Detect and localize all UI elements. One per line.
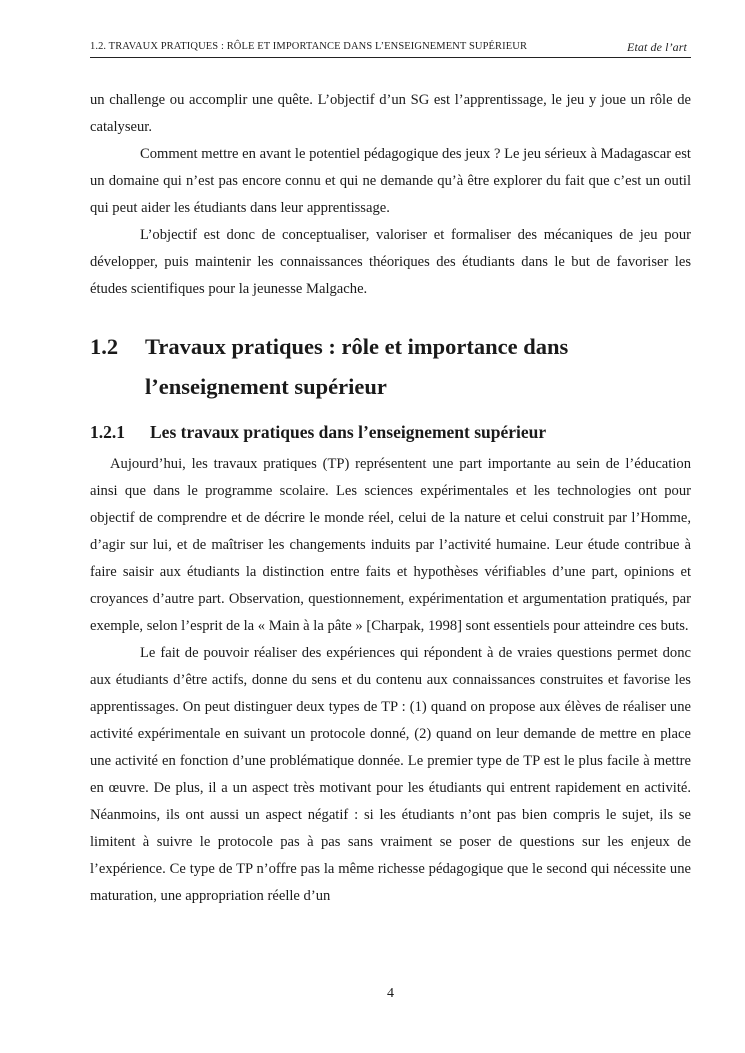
running-header bbox=[90, 39, 691, 58]
intro-paragraph-3: L’objectif est donc de conceptualiser, valoriser et formaliser des mécaniques de jeu pour développer, puis maintenir les connaissances théoriques des étudiants dans le but de favoriser les études scientifiques pour la jeunesse Malgache. bbox=[90, 227, 691, 297]
section-heading bbox=[90, 327, 691, 407]
subsection-heading bbox=[90, 419, 691, 445]
subsection-title: Les travaux pratiques dans l’enseignement supérieur bbox=[150, 422, 547, 442]
document-page bbox=[90, 0, 691, 1053]
body-paragraph-2: Le fait de pouvoir réaliser des expériences qui répondent à de vraies questions permet donc aux étudiants d’être actifs, donne du sens et du contenu aux connaissances construites et favorise les apprentissages. On peut distinguer deux types de TP : (1) quand on propose aux élèves de réaliser une activité expérimentale en suivant un protocole donné, (2) quand on leur demande de mettre en place une activité en fonction d’une problématique donnée. Le premier type de TP est le plus facile à mettre en œuvre. De plus, il a un aspect très motivant pour les étudiants qui entrent rapidement en activité. Néanmoins, ils ont aussi un aspect négatif : si les étudiants n’ont pas bien compris le sujet, ils se limitent à suivre le protocole pas à pas sans vraiment se poser de questions sur les enjeux de l’expérience. Ce type de TP n’offre pas la même richesse pédagogique que le second qui nécessite une maturation, une appropriation réelle d’un bbox=[90, 645, 691, 904]
subsection-number: 1.2.1 bbox=[90, 422, 125, 442]
intro-paragraph-2: Comment mettre en avant le potentiel pédagogique des jeux ? Le jeu sérieux à Madagascar est un domaine qui n’est pas encore connu et qui ne demande qu’à être explorer du fait que c’est un outil qui peut aider les étudiants dans leur apprentissage. bbox=[90, 146, 691, 216]
section-number: 1.2 bbox=[90, 334, 119, 359]
running-header-chapter: Etat de l’art bbox=[627, 40, 687, 54]
intro-paragraph-1: un challenge ou accomplir une quête. L’objectif d’un SG est l’apprentissage, le jeu y joue un rôle de catalyseur. bbox=[90, 92, 691, 135]
page-number: 4 bbox=[387, 986, 394, 1001]
running-header-title: 1.2. TRAVAUX PRATIQUES : RÔLE ET IMPORTANCE DANS L’ENSEIGNEMENT SUPÉRIEUR bbox=[90, 41, 528, 52]
page-content bbox=[90, 87, 691, 910]
body-paragraph-1: Aujourd’hui, les travaux pratiques (TP) représentent une part importante au sein de l’éducation ainsi que dans le programme scolaire. Les sciences expérimentales et les technologies ont pour objectif de comprendre et de décrire le monde réel, celui de la nature et celui construit par l’Homme, d’agir sur lui, et de maîtriser les changements induits par l’activité humaine. Leur étude contribue à faire saisir aux étudiants la distinction entre faits et hypothèses vérifiables d’une part, opinions et croyances d’autre part. Observation, questionnement, expérimentation et argumentation pratiqués, par exemple, selon l’esprit de la « Main à la pâte » [Charpak, 1998] sont essentiels pour atteindre ces buts. bbox=[90, 456, 691, 634]
section-title: Travaux pratiques : rôle et importance dans l’enseignement supérieur bbox=[145, 334, 569, 399]
